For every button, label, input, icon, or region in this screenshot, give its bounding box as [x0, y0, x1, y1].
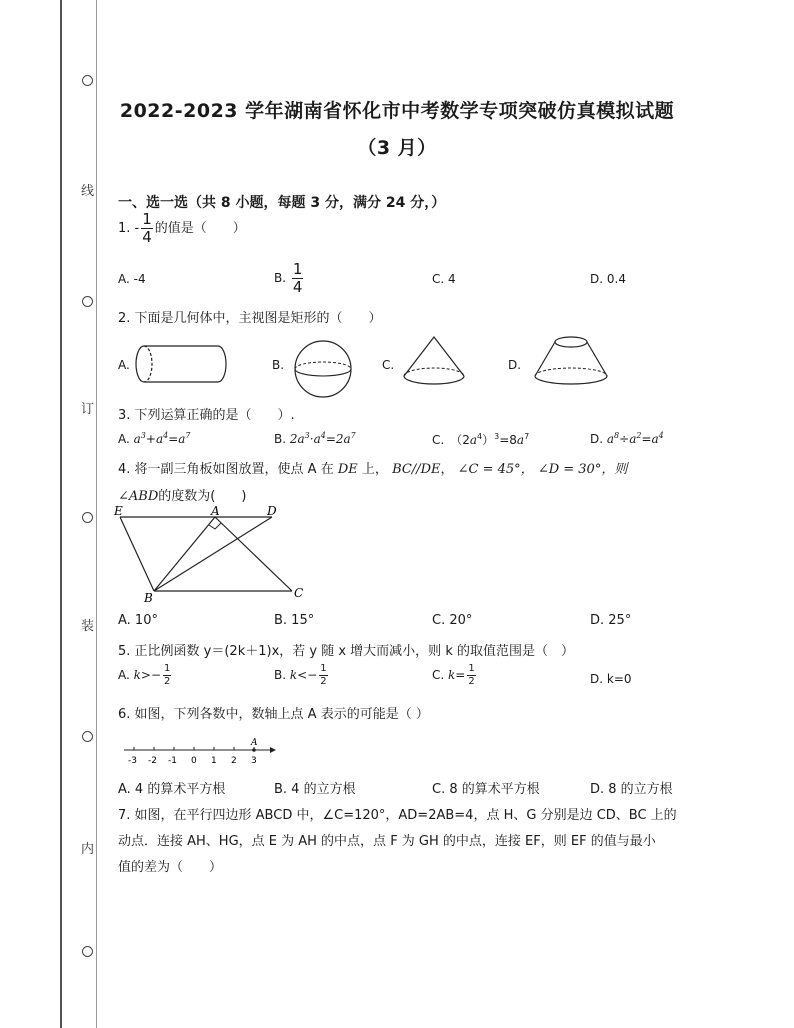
q4-option-a: A. 10° [118, 613, 158, 628]
binding-hole [82, 75, 93, 86]
q6-option-d: D. 8 的立方根 [590, 782, 673, 797]
binding-char: 内 [81, 842, 95, 857]
triangle-rulers-figure [112, 505, 312, 605]
q6-option-a: A. 4 的算术平方根 [118, 782, 226, 797]
question-1 [118, 212, 246, 245]
question-4-line1: 4. 将一副三角板如图放置，使点 A 在 DE 上， BC//DE， ∠C = 45°， ∠D = 30°，则 [118, 462, 628, 477]
question-3-stem: 3. 下列运算正确的是（ ）. [118, 408, 295, 423]
binding-hole [82, 731, 93, 742]
axis-tick-label: 3 [251, 756, 257, 766]
q5-option-b: B. k<− $\frac{1}{2}$ [274, 663, 327, 687]
exam-title: 2022-2023 学年湖南省怀化市中考数学专项突破仿真模拟试题 [119, 100, 675, 122]
q1-option-a: A. -4 [118, 272, 146, 286]
axis-tick-label: 2 [231, 756, 237, 766]
axis-tick-label: -3 [128, 756, 137, 766]
q1-stem: 的值是（ ） [154, 221, 246, 236]
exam-subtitle: （3 月） [357, 137, 437, 159]
q3-option-c: C. $(2a^4)^3=8a^7$ [432, 432, 530, 447]
q6-option-b: B. 4 的立方根 [274, 782, 356, 797]
label-c: C [294, 586, 304, 600]
cone-figure [400, 334, 468, 390]
q1-option-c: C. 4 [432, 272, 456, 286]
q4-option-d: D. 25° [590, 613, 632, 628]
question-7-line2: 动点．连接 AH、HG，点 E 为 AH 的中点，点 F 为 GH 的中点，连接 EF，则 EF 的值与最小 [118, 834, 656, 849]
q3-option-b: B. $2a^3\cdot a^4=2a^7$ [274, 431, 356, 446]
q1-fraction: $\frac{1}{4}$ [142, 210, 152, 246]
q2-option-c: C. [382, 358, 395, 372]
axis-tick-label: -2 [148, 756, 157, 766]
label-d: D [267, 505, 277, 518]
label-e: E [114, 505, 123, 518]
q6-option-c: C. 8 的算术平方根 [432, 782, 540, 797]
question-6-stem: 6. 如图，下列各数中，数轴上点 A 表示的可能是（ ） [118, 707, 429, 722]
axis-tick-label: 0 [191, 756, 197, 766]
axis-tick-label: -1 [168, 756, 177, 766]
sphere-figure [290, 338, 358, 400]
question-4-line2: ∠ABD的度数为( ) [118, 489, 247, 504]
question-7-line3: 值的差为（ ） [118, 860, 223, 875]
binding-hole [82, 946, 93, 957]
binding-char: 装 [81, 619, 95, 634]
q5-option-c: C. k= $\frac{1}{2}$ [432, 663, 475, 687]
q3-option-a: A. $a^3+a^4=a^7$ [118, 431, 191, 446]
question-7-line1: 7. 如图，在平行四边形 ABCD 中，∠C=120°，AD=2AB=4，点 H、G 分别是边 CD、BC 上的 [118, 808, 677, 823]
number-line-figure [120, 736, 280, 768]
q5-option-d: D. k=0 [590, 672, 632, 686]
question-2-stem: 2. 下面是几何体中，主视图是矩形的（ ） [118, 311, 382, 326]
binding-hole [82, 512, 93, 523]
binding-hole [82, 296, 93, 307]
q1-number: 1. - [118, 221, 140, 236]
section-heading: 一、选一选（共 8 小题，每题 3 分，满分 24 分，） [118, 195, 446, 211]
q4-option-c: C. 20° [432, 613, 473, 628]
q5-option-a: A. k>− $\frac{1}{2}$ [118, 663, 171, 687]
q4-option-b: B. 15° [274, 613, 315, 628]
q1-option-d: D. 0.4 [590, 272, 626, 286]
label-a: A [211, 505, 220, 518]
q1-option-b: B. $\frac{1}{4}$ [274, 260, 303, 296]
frustum-figure [530, 334, 612, 390]
binding-char: 订 [81, 402, 95, 417]
q2-option-d: D. [508, 358, 522, 372]
question-5-stem: 5. 正比例函数 y＝(2k＋1)x，若 y 随 x 增大而减小，则 k 的取值范围是（ ） [118, 644, 574, 659]
q2-option-b: B. [272, 358, 285, 372]
binding-char: 线 [81, 184, 95, 199]
cylinder-figure [134, 342, 234, 386]
axis-tick-label: 1 [211, 756, 217, 766]
point-a-label: A [251, 738, 258, 748]
q3-option-d: D. $a^8\div a^2=a^4$ [590, 431, 664, 446]
q2-option-a: A. [118, 358, 130, 372]
label-b: B [144, 591, 153, 605]
